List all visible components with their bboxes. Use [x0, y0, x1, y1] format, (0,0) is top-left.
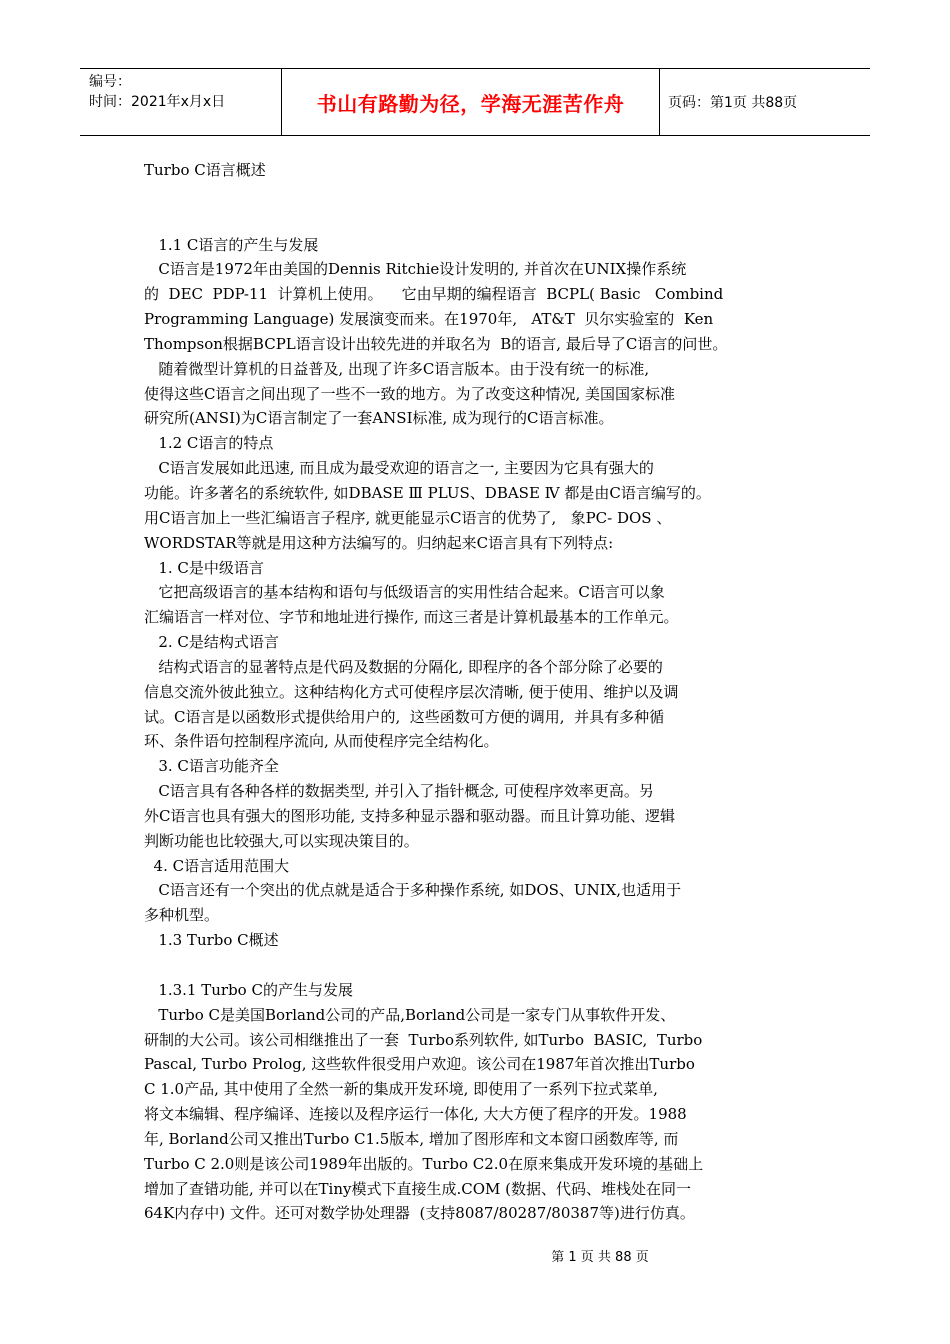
header-meta: [80, 69, 282, 135]
text-line: WORDSTAR等就是用这种方法编写的。归纳起来C语言具有下列特点:: [144, 533, 614, 552]
text-line: 3. C语言功能齐全: [144, 757, 279, 776]
text-line: 1. C是中级语言: [144, 558, 264, 577]
text-line: Turbo C是美国Borland公司的产品,Borland公司是一家专门从事软件开发、: [144, 1005, 676, 1024]
header-number-label: 编号：: [89, 74, 131, 90]
header-motto: 书山有路勤为径，学海无涯苦作舟: [316, 91, 625, 116]
document-title: Turbo C语言概述: [144, 161, 266, 179]
text-line: 将文本编辑、程序编译、连接以及程序运行一体化, 大大方便了程序的开发。1988: [144, 1105, 687, 1124]
text-line: 多种机型。: [144, 906, 220, 925]
text-line: 它把高级语言的基本结构和语句与低级语言的实用性结合起来。C语言可以象: [144, 583, 665, 602]
document-lines: [144, 183, 804, 1226]
text-line: 汇编语言一样对位、字节和地址进行操作, 而这三者是计算机最基本的工作单元。: [144, 608, 679, 627]
text-line: 增加了查错功能, 并可以在Tiny模式下直接生成.COM (数据、代码、堆栈处在同一: [144, 1179, 691, 1198]
text-line: 的 DEC PDP-11 计算机上使用。 它由早期的编程语言 BCPL( Basic Combind: [144, 285, 724, 304]
text-line: 研制的大公司。该公司相继推出了一套 Turbo系列软件, 如Turbo BASIC, Turbo: [144, 1030, 703, 1049]
text-line: [144, 953, 804, 978]
text-line: 使得这些C语言之间出现了一些不一致的地方。为了改变这种情况, 美国国家标准: [144, 384, 676, 403]
text-line: 1.2 C语言的特点: [144, 434, 274, 453]
text-line: 64K内存中) 文件。还可对数学协处理器 (支持8087/80287/80387等)进行仿真。: [144, 1204, 695, 1223]
text-line: 随着微型计算机的日益普及, 出现了许多C语言版本。由于没有统一的标准,: [144, 359, 650, 378]
header-page-label: 页码：第1页 共88页: [668, 95, 798, 111]
text-line: [144, 183, 804, 208]
header-page-cell: [660, 69, 870, 135]
text-line: 试。C语言是以函数形式提供给用户的, 这些函数可方便的调用, 并具有多种循: [144, 707, 665, 726]
header-date-label: 时间：2021年x月x日: [89, 94, 226, 110]
text-line: Pascal, Turbo Prolog, 这些软件很受用户欢迎。该公司在1987年首次推出Turbo: [144, 1055, 695, 1074]
text-line: 2. C是结构式语言: [144, 633, 279, 652]
text-line: Thompson根据BCPL语言设计出较先进的并取名为 B的语言, 最后导了C语言的问世。: [144, 334, 728, 353]
text-line: 1.1 C语言的产生与发展: [144, 235, 319, 254]
document-body: [144, 158, 804, 1226]
text-line: 用C语言加上一些汇编语言子程序, 就更能显示C语言的优势了, 象PC- DOS 、: [144, 508, 672, 527]
text-line: 信息交流外彼此独立。这种结构化方式可使程序层次清晰, 便于使用、维护以及调: [144, 682, 679, 701]
text-line: C语言还有一个突出的优点就是适合于多种操作系统, 如DOS、UNIX,也适用于: [144, 881, 682, 900]
page-header: [80, 68, 870, 136]
text-line: C 1.0产品, 其中使用了全然一新的集成开发环境, 即使用了一系列下拉式菜单,: [144, 1080, 658, 1099]
text-line: C语言具有各种各样的数据类型, 并引入了指针概念, 可使程序效率更高。另: [144, 782, 654, 801]
text-line: 1.3 Turbo C概述: [144, 931, 279, 950]
text-line: 4. C语言适用范围大: [144, 856, 290, 875]
text-line: 外C语言也具有强大的图形功能, 支持多种显示器和驱动器。而且计算功能、逻辑: [144, 806, 676, 825]
text-line: Programming Language) 发展演变而来。在1970年, AT&T 贝尔实验室的 Ken: [144, 310, 714, 329]
text-line: 1.3.1 Turbo C的产生与发展: [144, 980, 353, 999]
text-line: 结构式语言的显著特点是代码及数据的分隔化, 即程序的各个部分除了必要的: [144, 657, 663, 676]
page-footer: [0, 1246, 950, 1265]
header-motto-cell: [282, 69, 660, 135]
text-line: C语言发展如此迅速, 而且成为最受欢迎的语言之一, 主要因为它具有强大的: [144, 459, 654, 478]
text-line: 年, Borland公司又推出Turbo C1.5版本, 增加了图形库和文本窗口函数库等, 而: [144, 1129, 679, 1148]
text-line: 环、条件语句控制程序流向, 从而使程序完全结构化。: [144, 732, 499, 751]
text-line: 判断功能也比较强大,可以实现决策目的。: [144, 831, 419, 850]
text-line: 功能。许多著名的系统软件, 如DBASE Ⅲ PLUS、DBASE Ⅳ 都是由C语言编写的。: [144, 483, 711, 502]
text-line: C语言是1972年由美国的Dennis Ritchie设计发明的, 并首次在UNIX操作系统: [144, 260, 687, 279]
footer-page-number: 第 1 页 共 88 页: [551, 1250, 649, 1265]
text-line: 研究所(ANSI)为C语言制定了一套ANSI标准, 成为现行的C语言标准。: [144, 409, 614, 428]
text-line: [144, 208, 804, 233]
text-line: Turbo C 2.0则是该公司1989年出版的。Turbo C2.0在原来集成开发环境的基础上: [144, 1154, 704, 1173]
